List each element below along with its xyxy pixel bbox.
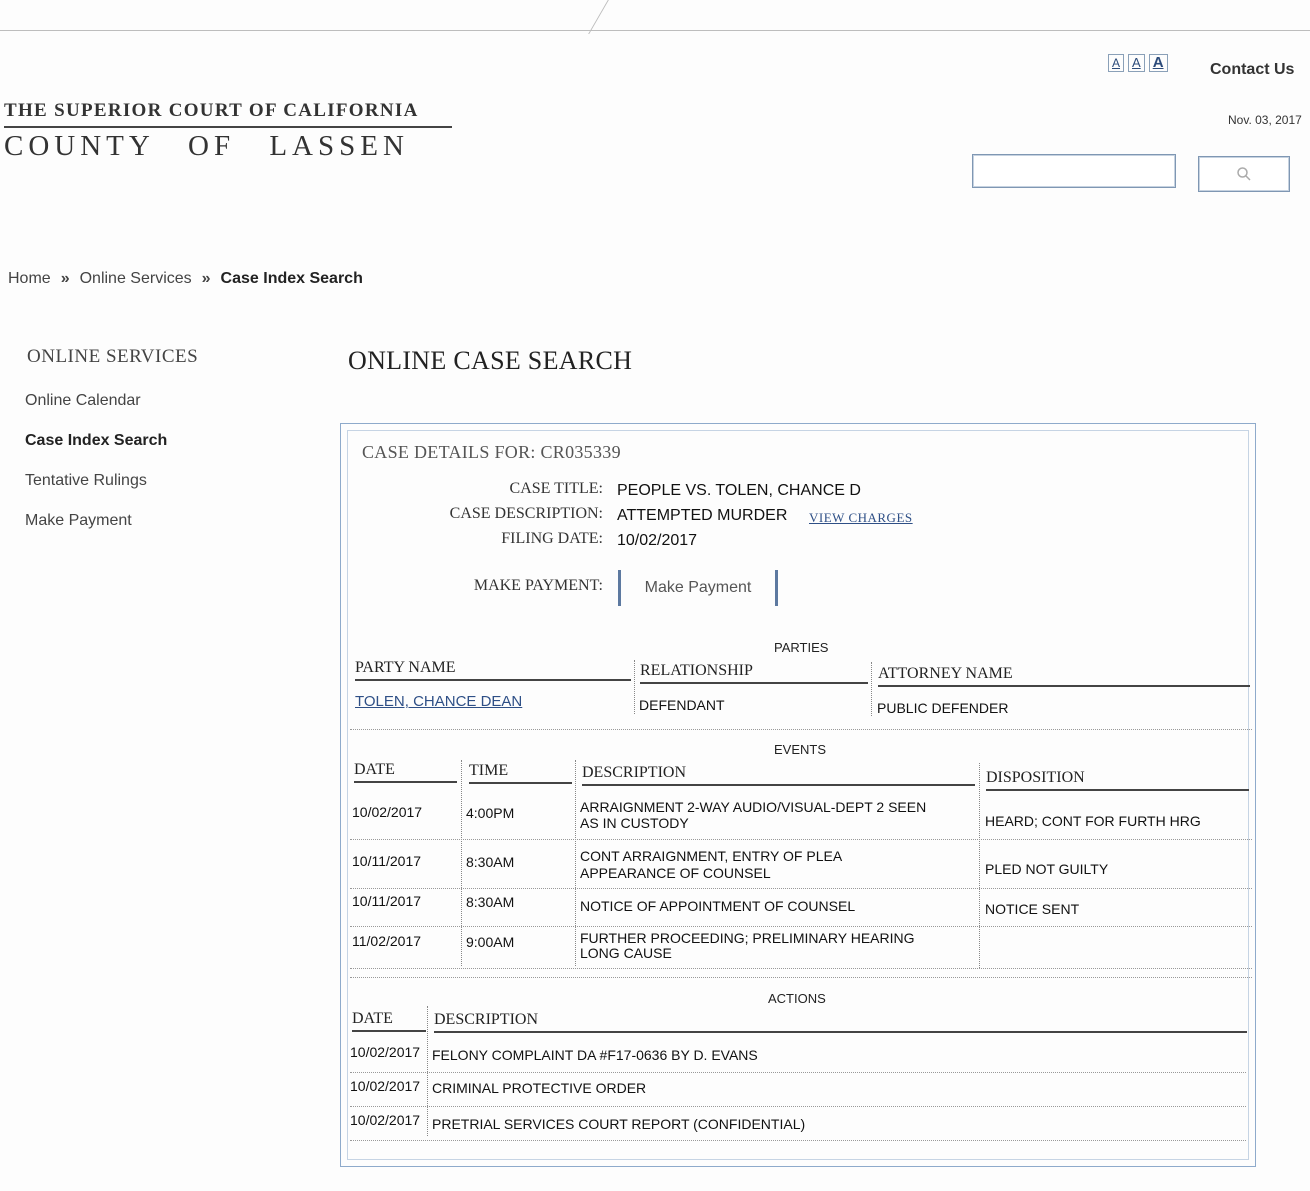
events-header-date: DATE: [354, 761, 457, 783]
text-size-controls: [1108, 54, 1168, 72]
scan-mark: [588, 0, 643, 34]
row-divider: [350, 839, 1252, 840]
event-description: FURTHER PROCEEDING; PRELIMINARY HEARING: [580, 930, 915, 946]
court-logo[interactable]: [4, 100, 452, 163]
event-disposition: NOTICE SENT: [985, 901, 1080, 917]
party-relationship: DEFENDANT: [639, 697, 725, 713]
sidebar-item-case-index-search[interactable]: Case Index Search: [25, 432, 168, 449]
column-divider: [871, 662, 872, 716]
filing-date-value: 10/02/2017: [617, 532, 698, 549]
parties-header-relationship: RELATIONSHIP: [640, 662, 868, 684]
current-date: Nov. 03, 2017: [1228, 113, 1302, 127]
case-description-label: CASE DESCRIPTION:: [449, 505, 603, 522]
breadcrumb: [8, 270, 363, 288]
event-date: 10/11/2017: [352, 893, 422, 909]
column-divider: [634, 660, 635, 714]
column-divider: [461, 760, 462, 966]
row-divider: [350, 926, 1252, 927]
search-button[interactable]: [1198, 156, 1290, 192]
event-date: 10/11/2017: [352, 853, 422, 869]
breadcrumb-home[interactable]: Home: [8, 270, 51, 287]
sidebar-item-tentative-rulings[interactable]: Tentative Rulings: [25, 472, 147, 489]
page-title: ONLINE CASE SEARCH: [348, 346, 633, 375]
row-divider: [350, 729, 1252, 730]
sidebar-item-online-calendar[interactable]: Online Calendar: [25, 392, 141, 409]
top-divider: [0, 30, 1310, 31]
row-divider: [350, 977, 1252, 978]
site-search-input[interactable]: [972, 154, 1176, 188]
text-size-medium-button[interactable]: A: [1128, 54, 1145, 72]
parties-title: PARTIES: [774, 640, 829, 655]
event-date: 10/02/2017: [352, 804, 423, 820]
sidebar-title: ONLINE SERVICES: [27, 346, 199, 367]
event-description: CONT ARRAIGNMENT, ENTRY OF PLEA: [580, 848, 843, 864]
event-time: 8:30AM: [466, 854, 515, 870]
logo-rule: [4, 126, 452, 128]
breadcrumb-separator: »: [201, 270, 211, 287]
party-name-link[interactable]: TOLEN, CHANCE DEAN: [355, 693, 523, 710]
event-description: ARRAIGNMENT 2-WAY AUDIO/VISUAL-DEPT 2 SEEN: [580, 799, 927, 815]
party-attorney: PUBLIC DEFENDER: [877, 700, 1009, 716]
court-name-line2: COUNTY OF LASSEN: [4, 130, 409, 162]
event-description: NOTICE OF APPOINTMENT OF COUNSEL: [580, 898, 856, 914]
parties-header-attorney-name: ATTORNEY NAME: [878, 665, 1250, 687]
view-charges-link[interactable]: VIEW CHARGES: [809, 510, 913, 525]
breadcrumb-current: Case Index Search: [220, 270, 363, 287]
event-date: 11/02/2017: [352, 933, 422, 949]
contact-us-link[interactable]: Contact Us: [1210, 61, 1295, 78]
row-divider: [350, 888, 1252, 889]
actions-title: ACTIONS: [768, 991, 826, 1006]
event-disposition: HEARD; CONT FOR FURTH HRG: [985, 813, 1201, 829]
events-header-description: DESCRIPTION: [582, 764, 975, 786]
breadcrumb-separator: »: [60, 270, 70, 287]
column-divider: [575, 760, 576, 966]
event-description-cont: LONG CAUSE: [580, 945, 672, 961]
action-description: FELONY COMPLAINT DA #F17-0636 BY D. EVANS: [432, 1047, 758, 1063]
event-time: 4:00PM: [466, 805, 515, 821]
event-time: 8:30AM: [466, 894, 515, 910]
action-date: 10/02/2017: [350, 1044, 421, 1060]
case-title-label: CASE TITLE:: [509, 480, 603, 497]
row-divider: [350, 1140, 1246, 1141]
actions-header-description: DESCRIPTION: [434, 1011, 1247, 1033]
action-description: PRETRIAL SERVICES COURT REPORT (CONFIDENTIAL): [432, 1116, 806, 1132]
sidebar-item-make-payment[interactable]: Make Payment: [25, 512, 132, 529]
row-divider: [350, 1106, 1246, 1107]
event-description-cont: APPEARANCE OF COUNSEL: [580, 865, 771, 881]
case-details-title: CASE DETAILS FOR: CR035339: [362, 442, 621, 462]
text-size-small-button[interactable]: A: [1108, 54, 1124, 72]
action-description: CRIMINAL PROTECTIVE ORDER: [432, 1080, 647, 1096]
column-divider: [979, 763, 980, 968]
events-title: EVENTS: [774, 742, 827, 757]
text-size-large-button[interactable]: A: [1149, 54, 1168, 72]
event-disposition: PLED NOT GUILTY: [985, 861, 1109, 877]
case-title-value: PEOPLE VS. TOLEN, CHANCE D: [617, 482, 861, 499]
parties-header-party-name: PARTY NAME: [355, 659, 631, 681]
event-description-cont: AS IN CUSTODY: [580, 815, 689, 831]
court-name-line1: THE SUPERIOR COURT OF CALIFORNIA: [4, 100, 419, 121]
action-date: 10/02/2017: [350, 1078, 421, 1094]
case-description-value: ATTEMPTED MURDER: [617, 507, 788, 524]
search-icon: [1236, 166, 1252, 182]
action-date: 10/02/2017: [350, 1112, 421, 1128]
make-payment-button[interactable]: Make Payment: [618, 570, 778, 606]
events-header-time: TIME: [469, 762, 572, 784]
event-time: 9:00AM: [466, 934, 515, 950]
row-divider: [350, 1072, 1246, 1073]
breadcrumb-online-services[interactable]: Online Services: [79, 270, 192, 287]
actions-header-date: DATE: [352, 1010, 426, 1032]
make-payment-label: MAKE PAYMENT:: [473, 577, 603, 594]
row-divider: [350, 968, 1252, 969]
column-divider: [427, 1006, 428, 1136]
events-header-disposition: DISPOSITION: [986, 769, 1249, 791]
filing-date-label: FILING DATE:: [501, 530, 603, 547]
